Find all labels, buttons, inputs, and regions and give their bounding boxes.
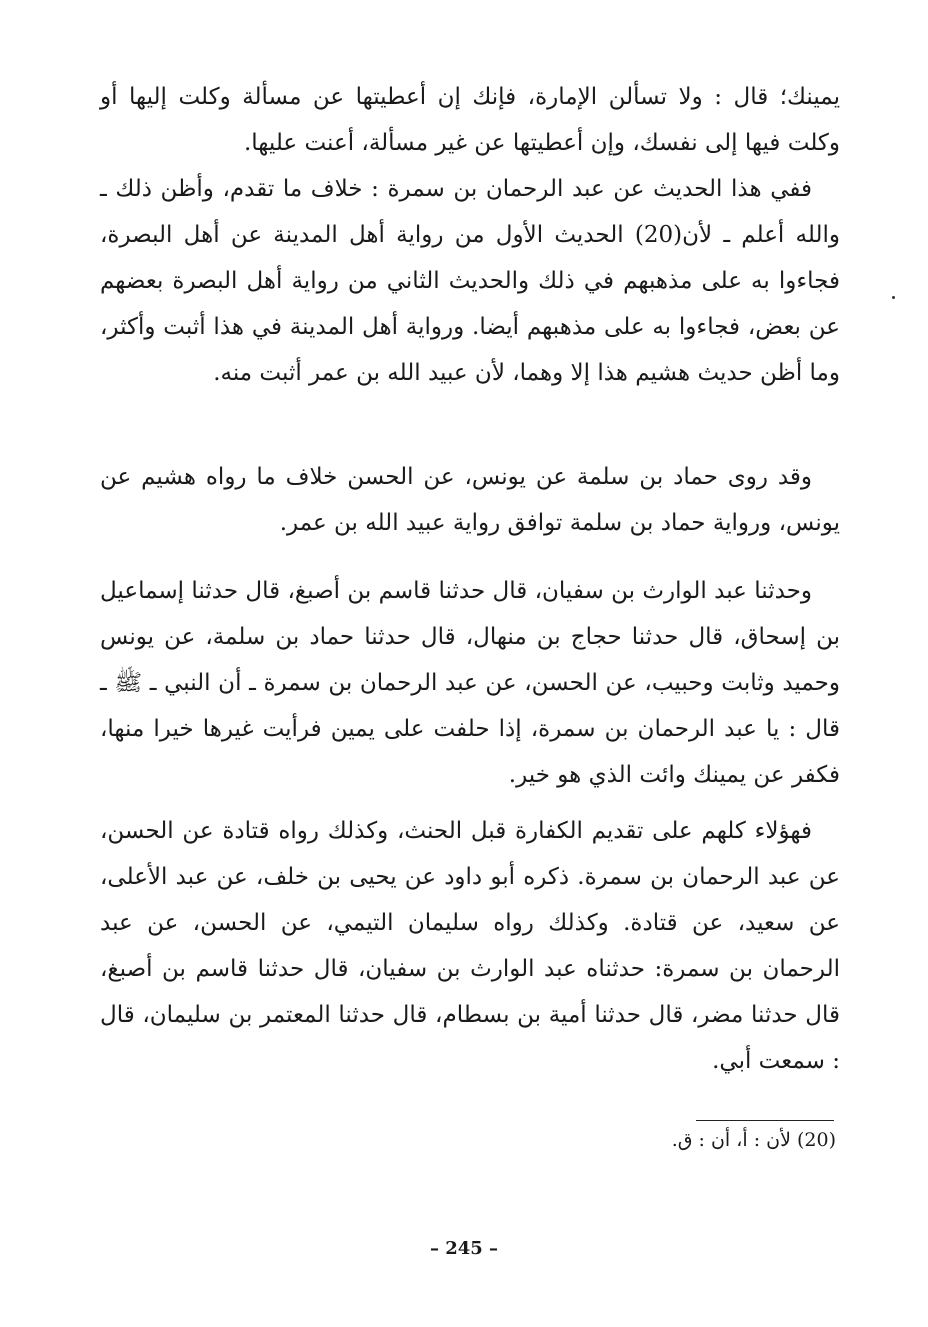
scan-speck: [892, 296, 895, 299]
footnote: (20) لأن : أ، أن : ق.: [671, 1129, 836, 1151]
footnote-divider: [696, 1120, 834, 1121]
paragraph-4: وحدثنا عبد الوارث بن سفيان، قال حدثنا قاسم بن أصبغ، قال حدثنا إسماعيل بن إسحاق، قال حدثنا حجاج بن منهال، قال حدثنا حماد بن سلمة، عن يونس وحميد وثابت وحبيب، عن الحسن، عن عبد الرحمان بن سمرة ـ أن النبي ـ ﷺ ـ قال : يا عبد الرحمان بن سمرة، إذا حلفت على يمين فرأيت غيرها خيرا منها، فكفر عن يمينك وائت الذي هو خير.: [100, 578, 840, 788]
text-block-2: [100, 454, 840, 546]
text-block-4: [100, 808, 840, 1084]
paragraph-1: يمينك؛ قال : ولا تسألن الإمارة، فإنك إن أعطيتها عن مسألة وكلت إليها أو وكلت فيها إلى نفسك، وإن أعطيتها عن غير مسألة، أعنت عليها.: [100, 84, 840, 156]
text-block-3: [100, 568, 840, 798]
text-block-1: [100, 74, 840, 396]
paragraph-5: فهؤلاء كلهم على تقديم الكفارة قبل الحنث، وكذلك رواه قتادة عن الحسن، عن عبد الرحمان بن سمرة. ذكره أبو داود عن يحيى بن خلف، عن عبد الأعلى، عن سعيد، عن قتادة. وكذلك رواه سليمان التيمي، عن الحسن، عن عبد الرحمان بن سمرة: حدثناه عبد الوارث بن سفيان، قال حدثنا قاسم بن أصبغ، قال حدثنا مضر، قال حدثنا أمية بن بسطام، قال حدثنا المعتمر بن سليمان، قال : سمعت أبي.: [100, 818, 840, 1074]
page-number: – 245 –: [429, 1238, 499, 1259]
paragraph-3: وقد روى حماد بن سلمة عن يونس، عن الحسن خلاف ما رواه هشيم عن يونس، ورواية حماد بن سلمة توافق رواية عبيد الله بن عمر.: [100, 464, 840, 536]
paragraph-2: ففي هذا الحديث عن عبد الرحمان بن سمرة : خلاف ما تقدم، وأظن ذلك ـ والله أعلم ـ لأن(20) الحديث الأول من رواية أهل المدينة عن أهل البصرة، فجاءوا به على مذهبهم في ذلك والحديث الثاني من رواية أهل البصرة بعضهم عن بعض، فجاءوا به على مذهبهم أيضا. ورواية أهل المدينة في هذا أثبت وأكثر، وما أظن حديث هشيم هذا إلا وهما، لأن عبيد الله بن عمر أثبت منه.: [100, 176, 841, 386]
